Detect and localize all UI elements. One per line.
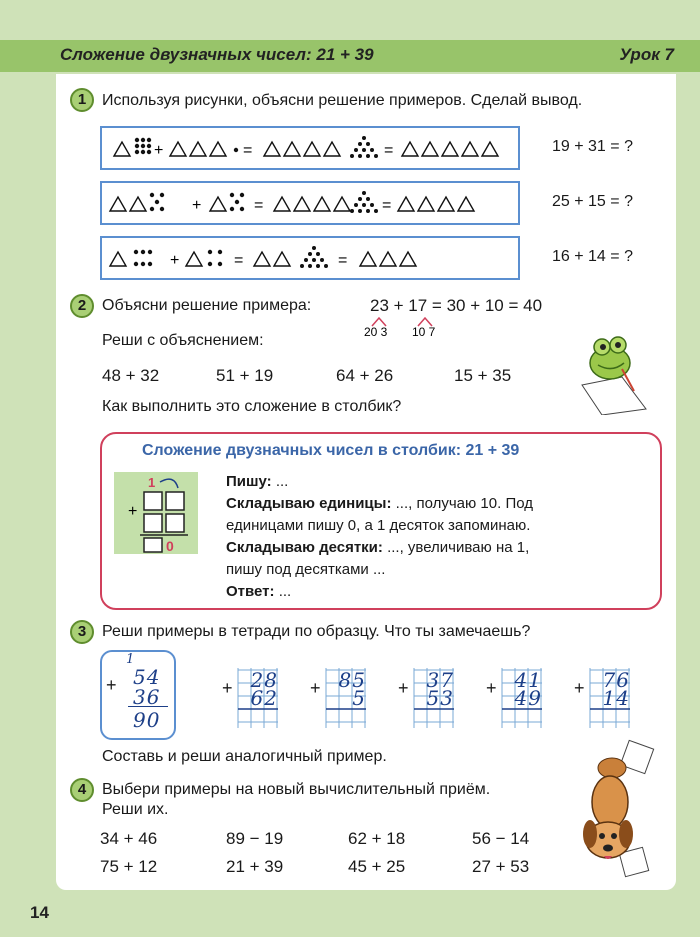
problem-item: 64 + 26 xyxy=(336,366,394,385)
exercise-number: 1 xyxy=(70,88,94,112)
equals-sign: = xyxy=(338,252,348,269)
equals-sign: = xyxy=(384,142,394,159)
problem-item: 89 − 19 xyxy=(226,829,284,848)
plus-sign: + xyxy=(128,503,138,520)
picture-box xyxy=(100,236,520,280)
addend: 62 xyxy=(250,686,278,710)
column-problem xyxy=(310,668,382,730)
method-line: Ответ: ... xyxy=(226,583,292,600)
addend: 53 xyxy=(426,686,454,710)
addend: 37 xyxy=(426,668,454,692)
addend: 41 xyxy=(514,668,542,692)
sum-line xyxy=(128,706,168,707)
exercise-1-instruction: Используя рисунки, объясни решение примеров. Сделай вывод. xyxy=(102,92,583,109)
plus-sign: + xyxy=(154,142,164,159)
plus-sign: + xyxy=(486,678,497,698)
problem-item: 62 + 18 xyxy=(348,829,406,848)
page-number: 14 xyxy=(30,903,49,922)
result-digit: 0 xyxy=(166,538,174,554)
column-problem xyxy=(398,668,470,730)
shapes-picture xyxy=(102,238,518,278)
column-problem xyxy=(486,668,558,730)
shapes-picture xyxy=(102,183,518,223)
addend: 14 xyxy=(602,686,630,710)
plus-sign: + xyxy=(106,675,117,695)
plus-sign: + xyxy=(310,678,321,698)
problem-item: 34 + 46 xyxy=(100,829,158,848)
problem-item: 48 + 32 xyxy=(102,366,160,385)
frog-illustration xyxy=(572,325,650,415)
column-problem xyxy=(222,668,294,730)
exercise-4-instruction: Реши их. xyxy=(102,801,169,818)
addend: 28 xyxy=(250,668,278,692)
addend: 36 xyxy=(133,685,161,709)
plus-sign: + xyxy=(170,252,180,269)
split-label: 20 3 xyxy=(364,325,388,338)
puppy-illustration xyxy=(572,738,662,886)
method-line: пишу под десятками ... xyxy=(226,561,386,578)
decomposition-marks xyxy=(360,314,450,338)
problem-item: 21 + 39 xyxy=(226,857,284,876)
addend: 5 xyxy=(352,686,366,710)
exercise-3-instruction: Реши примеры в тетради по образцу. Что ты замечаешь? xyxy=(102,623,531,640)
example-expression: 25 + 15 = ? xyxy=(552,193,633,210)
picture-box xyxy=(100,181,520,225)
exercise-4-instruction: Выбери примеры на новый вычислительный приём. xyxy=(102,781,491,798)
problem-item: 45 + 25 xyxy=(348,857,406,876)
column-problem xyxy=(574,668,646,730)
addend: 85 xyxy=(338,668,366,692)
lesson-header xyxy=(0,40,700,72)
method-title: Сложение двузначных чисел в столбик: 21 + 39 xyxy=(142,442,520,459)
method-line: Складываю десятки: ..., увеличиваю на 1, xyxy=(226,539,530,556)
addend: 76 xyxy=(602,668,630,692)
carry-digit: 1 xyxy=(148,475,156,490)
method-line: единицами пишу 0, а 1 десяток запоминаю. xyxy=(226,517,531,534)
column-scheme xyxy=(114,472,198,554)
problem-item: 27 + 53 xyxy=(472,857,530,876)
column-question: Как выполнить это сложение в столбик? xyxy=(102,398,402,415)
worked-example: 23 + 17 = 30 + 10 = 40 xyxy=(370,296,543,315)
lesson-number: Урок 7 xyxy=(619,45,674,64)
exercise-2-explain: Объясни решение примера: xyxy=(102,297,312,314)
compose-task: Составь и реши аналогичный пример. xyxy=(102,748,387,765)
carry-digit: 1 xyxy=(126,652,136,667)
plus-sign: + xyxy=(574,678,585,698)
exercise-number: 2 xyxy=(70,294,94,318)
example-expression: 16 + 14 = ? xyxy=(552,248,633,265)
picture-box xyxy=(100,126,520,170)
sum: 90 xyxy=(133,708,161,732)
exercise-number: 4 xyxy=(70,778,94,802)
shapes-picture xyxy=(102,128,518,168)
split-label: 10 7 xyxy=(412,325,436,338)
equals-sign: = xyxy=(234,252,244,269)
example-expression: 19 + 31 = ? xyxy=(552,138,633,155)
equals-sign: = xyxy=(243,142,253,159)
lesson-title: Сложение двузначных чисел: 21 + 39 xyxy=(60,45,374,64)
problem-item: 75 + 12 xyxy=(100,857,158,876)
addend: 54 xyxy=(133,665,161,689)
plus-sign: + xyxy=(398,678,409,698)
problem-item: 15 + 35 xyxy=(454,366,512,385)
problem-item: 51 + 19 xyxy=(216,366,274,385)
plus-sign: + xyxy=(192,197,202,214)
plus-sign: + xyxy=(222,678,233,698)
addend: 49 xyxy=(514,686,542,710)
exercise-number: 3 xyxy=(70,620,94,644)
equals-sign: = xyxy=(254,197,264,214)
solve-with-explanation: Реши с объяснением: xyxy=(102,332,264,349)
method-line: Пишу: ... xyxy=(226,473,289,490)
problem-item: 56 − 14 xyxy=(472,829,530,848)
equals-sign: = xyxy=(382,197,392,214)
method-line: Складываю единицы: ..., получаю 10. Под xyxy=(226,495,534,512)
